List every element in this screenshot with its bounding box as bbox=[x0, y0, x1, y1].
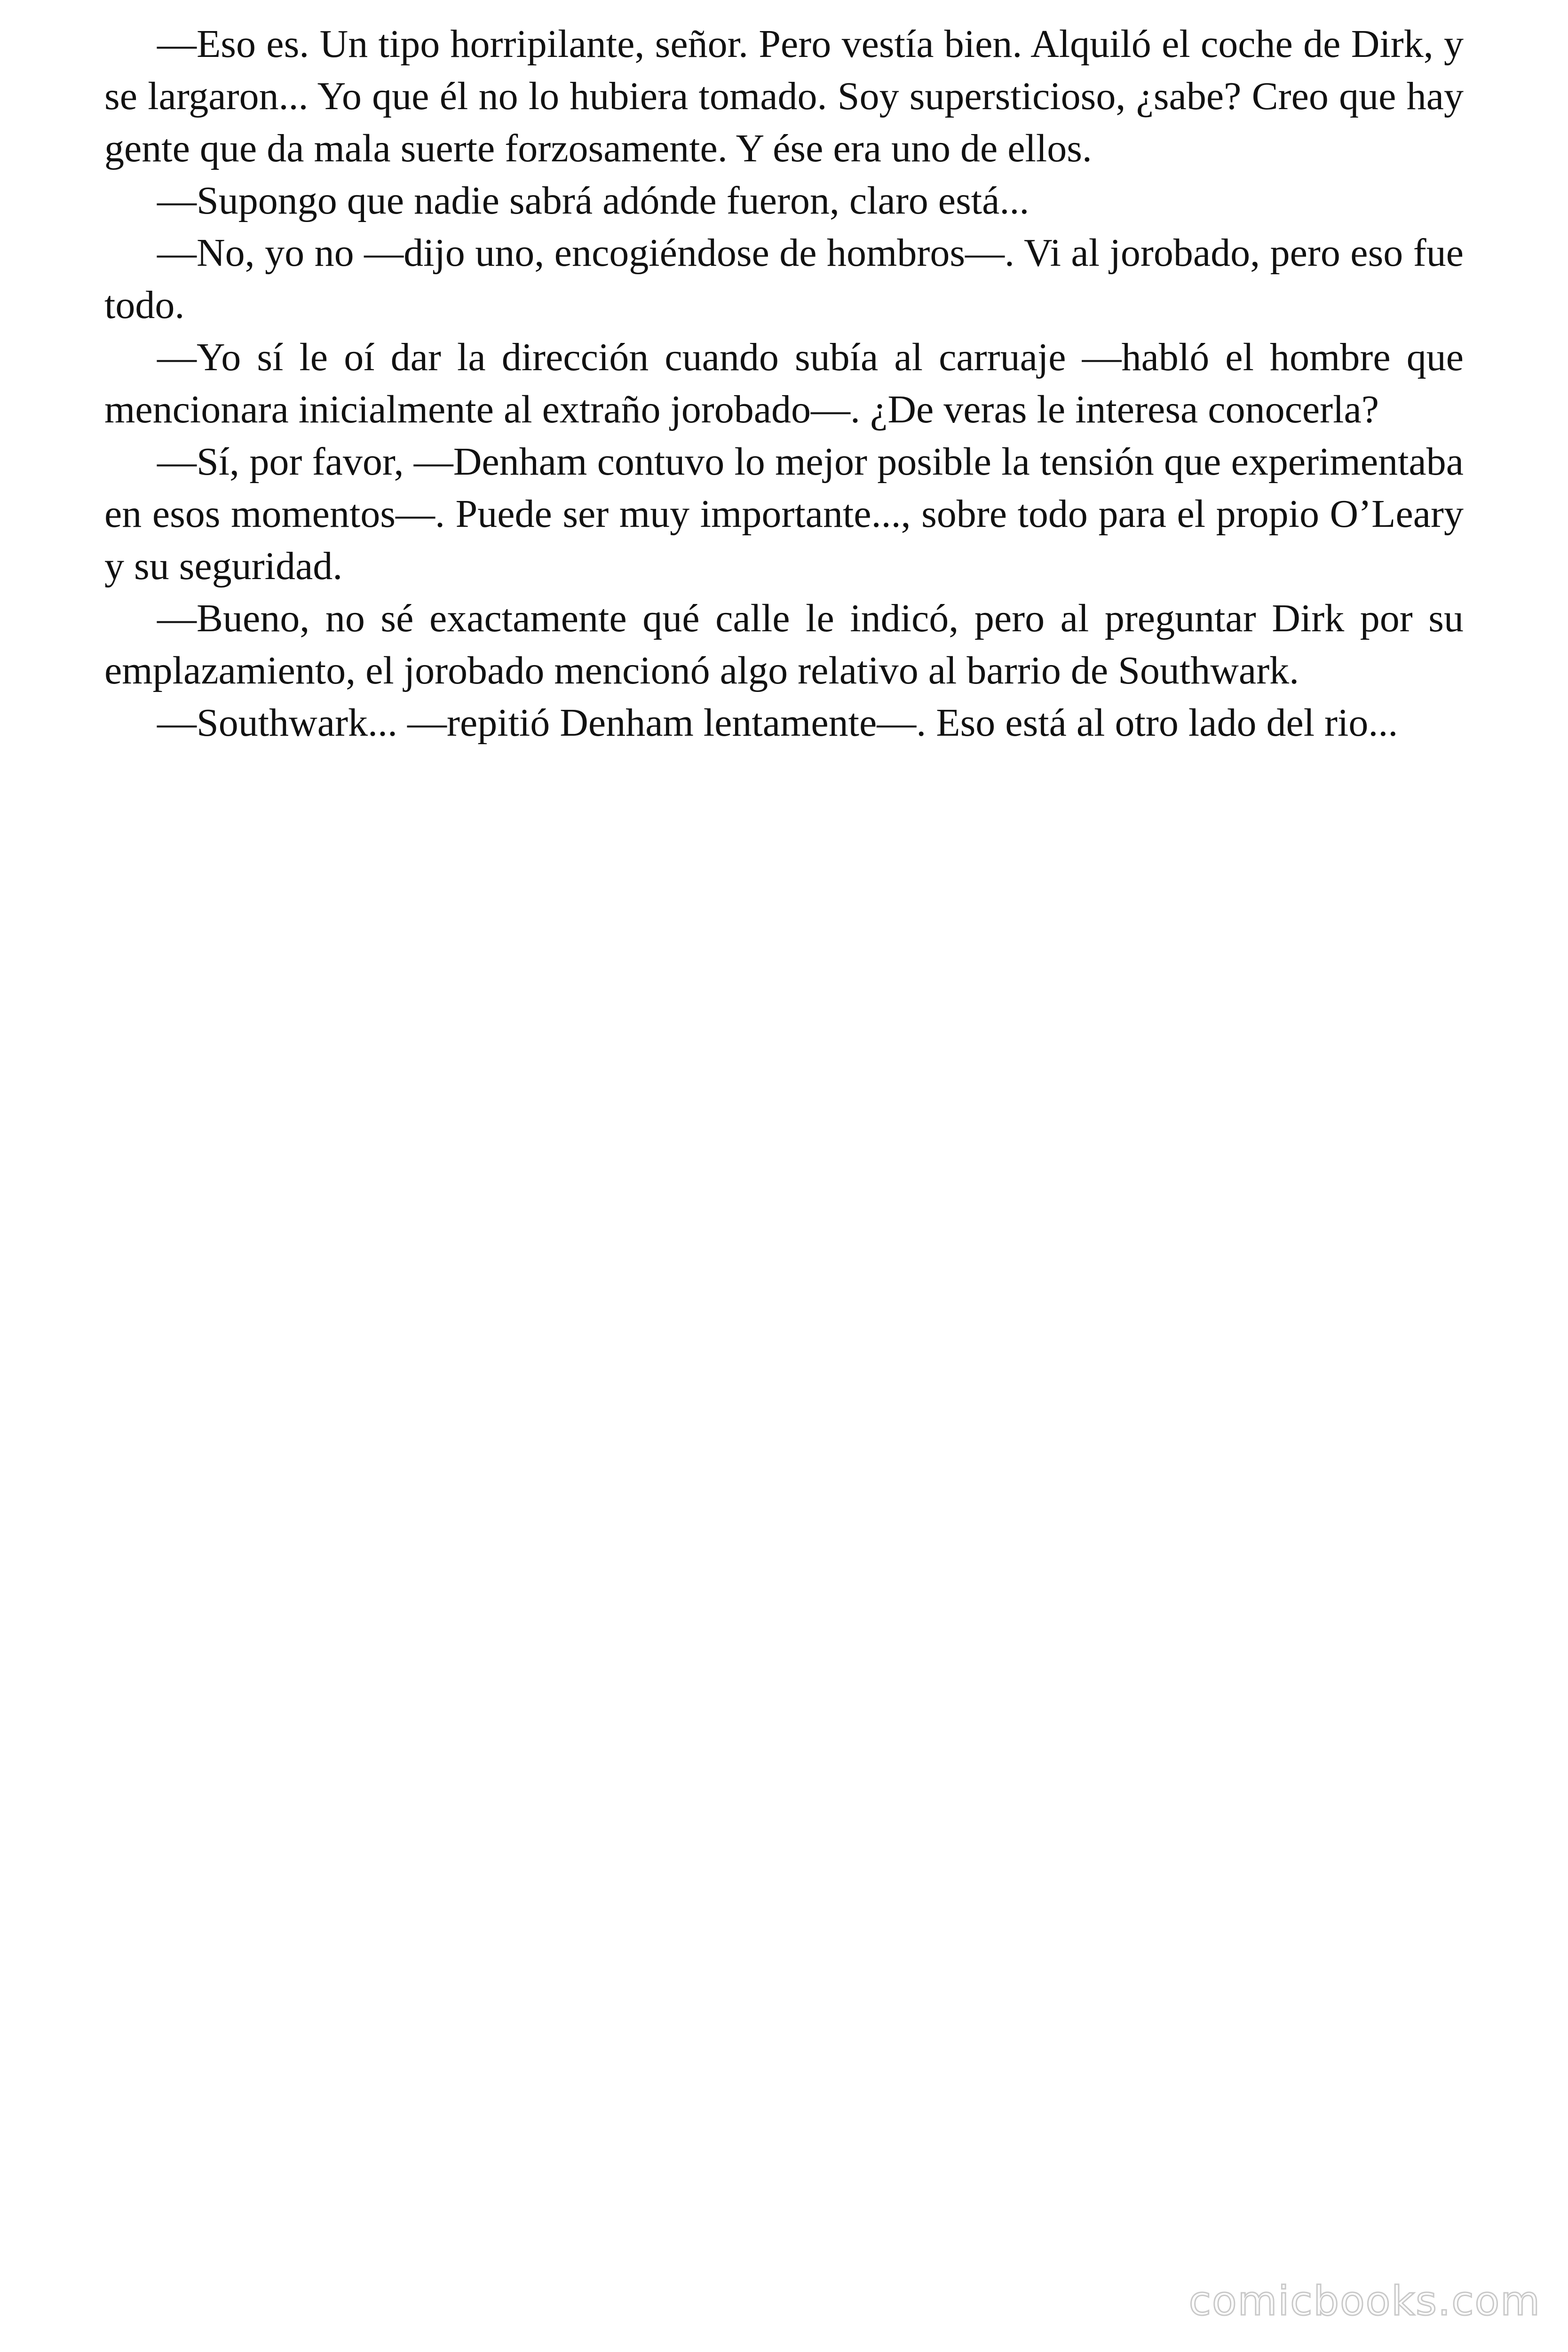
site-watermark: comicbooks.com bbox=[1188, 2278, 1541, 2325]
paragraph: —Yo sí le oí dar la dirección cuando subía al carruaje —habló el hombre que mencionara inicialmente al extraño jorobado—. ¿De veras le interesa conocerla? bbox=[104, 335, 1464, 431]
paragraph: —Supongo que nadie sabrá adónde fueron, claro está... bbox=[157, 179, 1029, 222]
paragraph: —Bueno, no sé exactamente qué calle le indicó, pero al preguntar Dirk por su emplazamiento, el jorobado mencionó algo relativo al barrio de Southwark. bbox=[104, 596, 1464, 692]
paragraph: —Eso es. Un tipo horripilante, señor. Pero vestía bien. Alquiló el coche de Dirk, y se largaron... Yo que él no lo hubiera tomado. Soy supersticioso, ¿sabe? Creo que hay gente que da mala suerte forzosamente. Y ése era uno de ellos. bbox=[104, 22, 1464, 170]
paragraph: —Sí, por favor, —Denham contuvo lo mejor posible la tensión que experimentaba en esos momentos—. Puede ser muy importante..., sobre todo para el propio O’Leary y su seguridad. bbox=[104, 440, 1464, 588]
paragraph: —Southwark... —repitió Denham lentamente—. Eso está al otro lado del rio... bbox=[157, 701, 1398, 745]
page-body-text bbox=[104, 18, 1464, 749]
paragraph: —No, yo no —dijo uno, encogiéndose de hombros—. Vi al jorobado, pero eso fue todo. bbox=[104, 231, 1464, 327]
